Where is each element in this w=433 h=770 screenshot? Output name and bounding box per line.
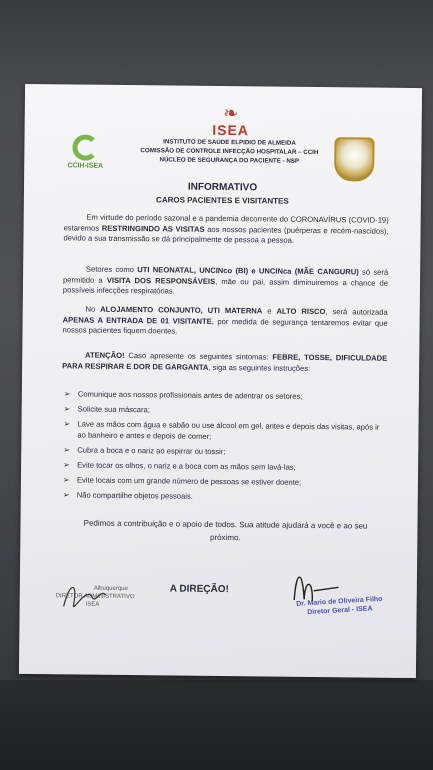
isea-logo-text: ISEA (212, 121, 250, 139)
arrow-bullet-icon: ➢ (62, 489, 70, 499)
arrow-bullet-icon: ➢ (63, 444, 71, 454)
institution-header (124, 137, 334, 166)
list-item-text: Cubra a boca e o nariz ao espirrar ou tossir; (77, 445, 226, 456)
text-span: aos nossos pacientes (puérperas e recém-nascidos), devido a sua transmissão se dá principalmente de pessoa a pessoa. (63, 224, 389, 245)
ccih-logo-text: CCIH-ISEA (67, 162, 104, 170)
ccih-logo (64, 134, 106, 169)
list-item (63, 445, 383, 459)
list-item-text: Lave as mãos com água e sabão ou use álcool em gel, antes e depois das visitas, após ir ao banheiro e antes e depois de comer; (77, 419, 380, 441)
list-item-text: Solicite sua máscara; (77, 404, 150, 415)
list-item (63, 475, 383, 489)
handwritten-signature-icon (282, 567, 344, 610)
arrow-bullet-icon: ➢ (62, 474, 70, 484)
text-span: No (85, 304, 101, 314)
list-item (63, 460, 383, 474)
arrow-bullet-icon: ➢ (63, 459, 70, 469)
text-bold: RESTRINGINDO AS VISITAS (101, 223, 205, 234)
notice-subtitle: CAROS PACIENTES E VISITANTES (156, 195, 289, 206)
paragraph-attention (62, 350, 387, 374)
text-span: e (262, 306, 277, 316)
text-span: Caso apresente os seguintes sintomas: (124, 350, 273, 362)
signature-right-role: Diretor Geral - ISEA (307, 605, 373, 617)
arrow-bullet-icon: ➢ (63, 404, 71, 414)
arrow-bullet-icon: ➢ (63, 419, 71, 429)
signature-right (279, 594, 400, 619)
list-item (63, 419, 383, 443)
signature-left-name: Albuquerque (93, 585, 128, 593)
list-item (64, 389, 384, 403)
text-span: Em virtude do período sazonal e a pandemia decorrente do CORONAVÍRUS (COVID-19) estaremos (63, 212, 389, 233)
text-bold: ALOJAMENTO CONJUNTO, UTI MATERNA (100, 304, 263, 316)
table-surface (0, 680, 433, 770)
notice-title: INFORMATIVO (187, 181, 258, 194)
institution-line: NÚCLEO DE SEGURANÇA DO PACIENTE - NSP (159, 156, 300, 165)
paragraph-sectors (63, 264, 388, 299)
text-span: , será autorizada (325, 307, 388, 317)
text-span: , por medida de segurança tentaremos evitar que nossos pacientes fiquem doentes. (62, 316, 388, 336)
direction-label: A DIREÇÃO! (169, 583, 229, 596)
institution-line: COMISSÃO DE CONTROLE INFECÇÃO HOSPITALAR – CCIH (140, 147, 319, 157)
signature-left-org: ISEA (85, 601, 100, 608)
arrow-bullet-icon: ➢ (63, 389, 71, 399)
list-item (63, 490, 383, 504)
paragraph-visits (63, 212, 388, 247)
handwritten-signature-icon (56, 576, 126, 617)
list-item-text: Comunique aos nossos profissionais antes de adentrar os setores; (77, 389, 303, 401)
signature-right-name: Dr. Mario de Oliveira Filho (296, 595, 383, 608)
list-item-text: Evite locais com um grande número de pessoas se estiver doente; (76, 475, 302, 487)
signature-left-role: DIRETOR ADMINISTRATIVO (55, 593, 135, 601)
closing-text: Pedimos a contribuição e o apoio de todos. Sua atitude ajudará a você e ao seu próximo. (83, 518, 368, 543)
text-bold: UTI NEONATAL, UNCINco (BI) e UNCINca (MÃE CANGURU) (137, 265, 359, 277)
text-span: só será permitido a (63, 267, 389, 285)
text-bold: APENAS A ENTRADA DE 01 VISITANTE (62, 314, 212, 326)
paragraph-lodging (62, 304, 387, 339)
text-bold: VISITA DOS RESPONSÁVEIS (106, 275, 216, 286)
isea-logo (201, 104, 261, 139)
crest-icon (334, 137, 374, 181)
text-bold: FEBRE, TOSSE, DIFICULDADE PARA RESPIRAR E DOR DE GARGANTA (62, 352, 388, 372)
instruction-list (63, 389, 384, 508)
ccih-ring-icon (72, 134, 98, 160)
notice-paper (19, 84, 422, 678)
text-bold: ALTO RISCO (276, 306, 326, 317)
text-span: , mãe ou pai, assim diminuiremos a chance de possíveis infecções respiratórias. (62, 276, 389, 296)
institution-line: INSTITUTO DE SAÚDE ELPIDIO DE ALMEIDA (163, 138, 296, 147)
list-item-text: Evite tocar os olhos, o nariz e a boca com as mãos sem lavá-las; (77, 460, 296, 472)
signature-left (56, 584, 156, 609)
list-item-text: Não compartilhe objetos pessoais. (76, 490, 193, 501)
list-item (64, 404, 384, 418)
text-bold: ATENÇÃO! (84, 350, 125, 360)
isea-emblem-icon: ❧ (223, 103, 239, 124)
text-span: , siga as seguintes instruções: (208, 362, 311, 373)
text-span: Setores como (85, 264, 138, 275)
